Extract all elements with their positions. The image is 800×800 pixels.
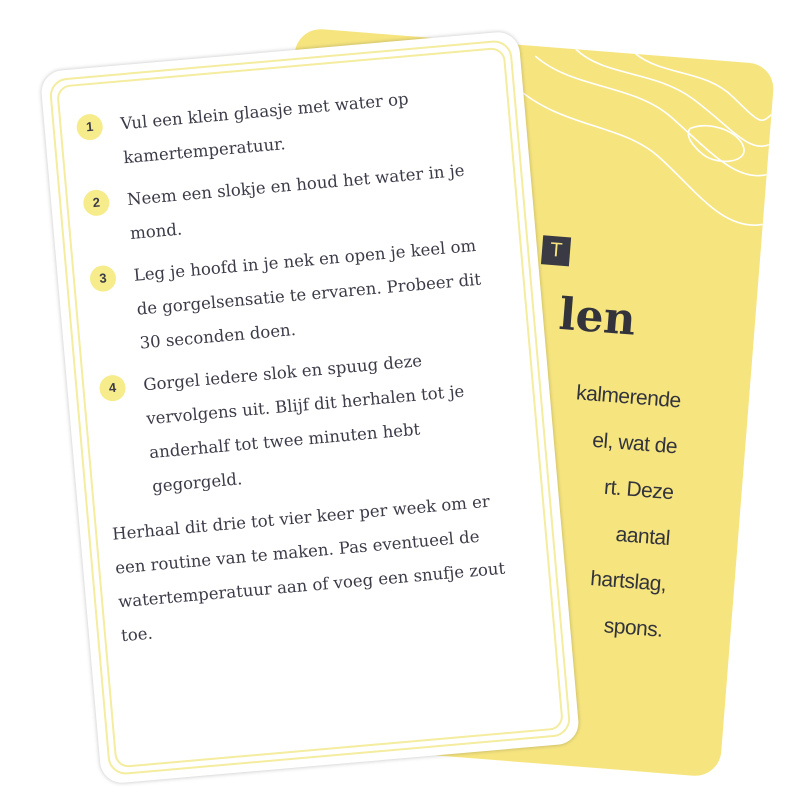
body-line: aantal [614,522,671,551]
step-text: Gorgel iedere slok en spuug deze vervolgens uit. Blijf dit herhalen tot je anderhalf tot twee minuten hebt gegorgeld. [142,351,466,497]
body-line: spons. [603,614,664,642]
back-card-title: len [557,288,638,346]
category-badge: T [541,235,571,266]
step-number: 1 [76,113,104,141]
instructions [75,76,529,653]
step-item [98,337,516,508]
front-card [40,30,580,784]
step-number: 3 [89,264,117,292]
body-line: hartslag, [589,567,668,596]
body-line: kalmerende [575,381,682,413]
step-text: Neem een slokje en houd het water in je mond. [126,160,466,243]
step-text: Leg je hoofd in je nek en open je keel om de gorgelsensatie te ervaren. Probeer dit 30 seconden doen. [132,235,482,353]
body-line: el, wat de [591,428,678,459]
body-line: rt. Deze [603,475,675,505]
step-number: 2 [82,189,110,217]
contour-pattern [500,45,775,265]
step-text: Vul een klein glaasje met water op kamertemperatuur. [119,89,410,168]
outro-text: Herhaal dit drie tot vier keer per week om er een routine van te maken. Pas eventueel de watertemperatuur aan of voeg een snufje zout toe. [111,491,506,646]
step-number: 4 [98,374,126,402]
